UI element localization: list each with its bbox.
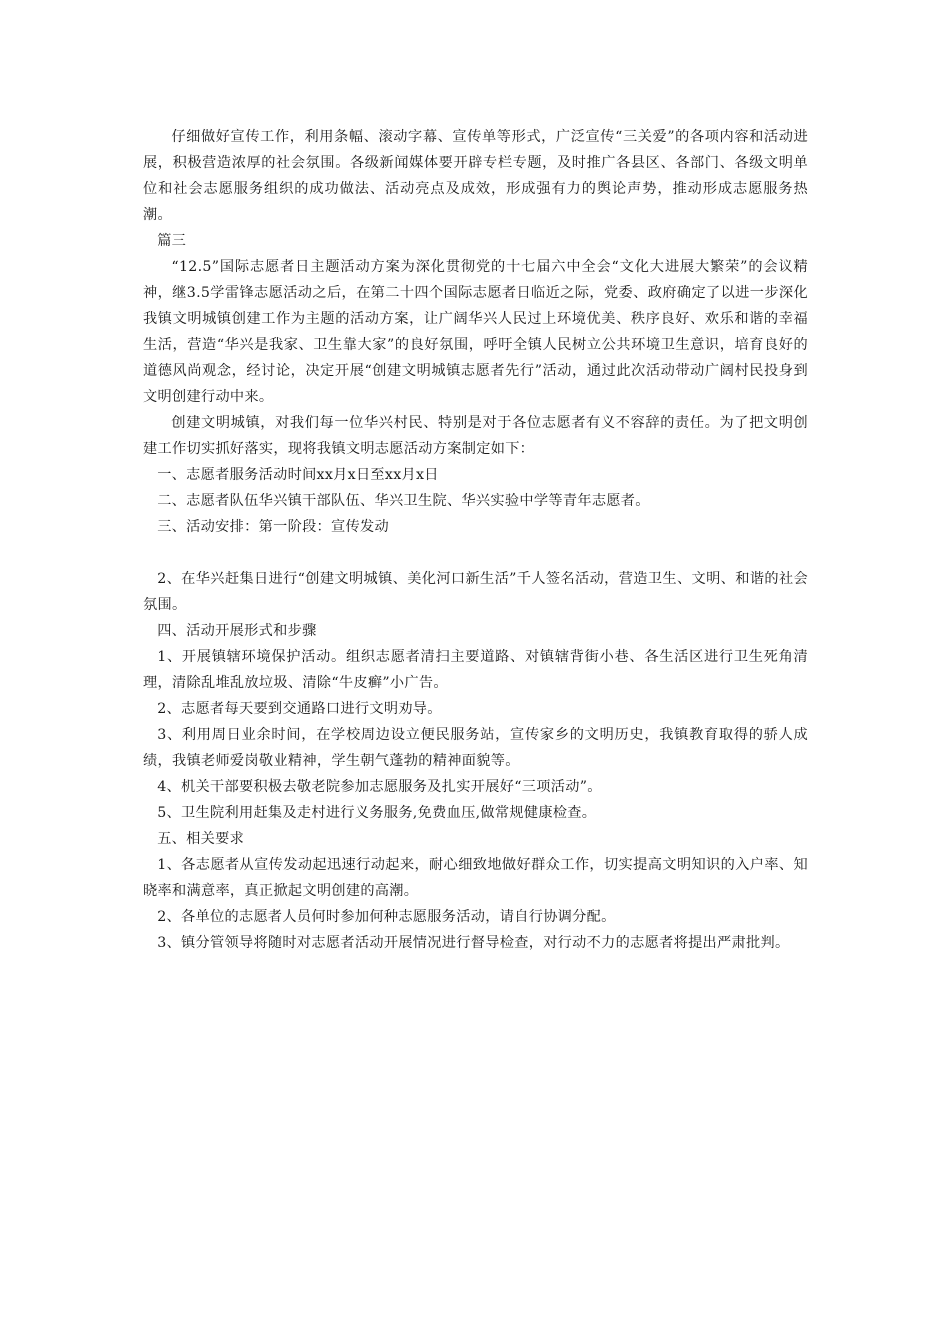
list-item-environment: 1、开展镇辖环境保护活动。组织志愿者清扫主要道路、对镇辖背街小巷、各生活区进行卫生死角清理，清除乱堆乱放垃圾、清除“牛皮癣”小广告。 bbox=[143, 649, 808, 691]
paragraph-publicity: 仔细做好宣传工作，利用条幅、滚动字幕、宣传单等形式，广泛宣传“三关爱”的各项内容和活动进展，积极营造浓厚的社会氛围。各级新闻媒体要开辟专栏专题，及时推广各县区、各部门、各级文明单位和社会志愿服务组织的成功做法、活动亮点及成效，形成强有力的舆论声势，推动形成志愿服务热潮。 bbox=[143, 129, 808, 223]
list-item-nursing-home: 4、机关干部要积极去敬老院参加志愿服务及扎实开展好“三项活动”。 bbox=[157, 779, 602, 795]
list-item-requirement-1: 1、各志愿者从宣传发动起迅速行动起来，耐心细致地做好群众工作，切实提高文明知识的入户率、知晓率和满意率，真正掀起文明创建的高潮。 bbox=[143, 857, 808, 899]
document-body bbox=[143, 124, 808, 956]
list-item-service-station: 3、利用周日业余时间，在学校周边设立便民服务站，宣传家乡的文明历史，我镇教育取得的骄人成绩，我镇老师爱岗敬业精神，学生朝气蓬勃的精神面貌等。 bbox=[143, 727, 808, 769]
section-heading-part-three: 篇三 bbox=[157, 233, 187, 249]
section-heading-forms: 四、活动开展形式和步骤 bbox=[157, 623, 317, 639]
list-item-traffic: 2、志愿者每天要到交通路口进行文明劝导。 bbox=[157, 701, 442, 717]
list-item-signature-event: 2、在华兴赶集日进行“创建文明城镇、美化河口新生活”千人签名活动，营造卫生、文明、和谐的社会氛围。 bbox=[143, 571, 808, 613]
blank-line bbox=[143, 540, 808, 566]
list-item-time: 一、志愿者服务活动时间xx月x日至xx月x日 bbox=[157, 467, 439, 483]
list-item-arrangement: 三、活动安排：第一阶段：宣传发动 bbox=[157, 519, 389, 535]
list-item-health-check: 5、卫生院利用赶集及走村进行义务服务,免费血压,做常规健康检查。 bbox=[157, 805, 597, 821]
list-item-requirement-3: 3、镇分管领导将随时对志愿者活动开展情况进行督导检查，对行动不力的志愿者将提出严肃批判。 bbox=[157, 935, 790, 951]
section-heading-requirements: 五、相关要求 bbox=[157, 831, 245, 847]
list-item-requirement-2: 2、各单位的志愿者人员何时参加何种志愿服务活动，请自行协调分配。 bbox=[157, 909, 616, 925]
paragraph-intro: “12.5”国际志愿者日主题活动方案为深化贯彻党的十七届六中全会“文化大进展大繁荣”的会议精神，继3.5学雷锋志愿活动之后，在第二十四个国际志愿者日临近之际，党委、政府确定了以进一步深化我镇文明城镇创建工作为主题的活动方案，让广阔华兴人民过上环境优美、秩序良好、欢乐和谐的幸福生活，营造“华兴是我家、卫生靠大家”的良好氛围，呼吁全镇人民树立公共环境卫生意识，培育良好的道德风尚观念，经讨论，决定开展“创建文明城镇志愿者先行”活动，通过此次活动带动广阔村民投身到文明创建行动中来。 bbox=[143, 259, 808, 405]
paragraph-responsibility: 创建文明城镇，对我们每一位华兴村民、特别是对于各位志愿者有义不容辞的责任。为了把文明创建工作切实抓好落实，现将我镇文明志愿活动方案制定如下： bbox=[143, 415, 808, 457]
list-item-team: 二、志愿者队伍华兴镇干部队伍、华兴卫生院、华兴实验中学等青年志愿者。 bbox=[157, 493, 650, 509]
